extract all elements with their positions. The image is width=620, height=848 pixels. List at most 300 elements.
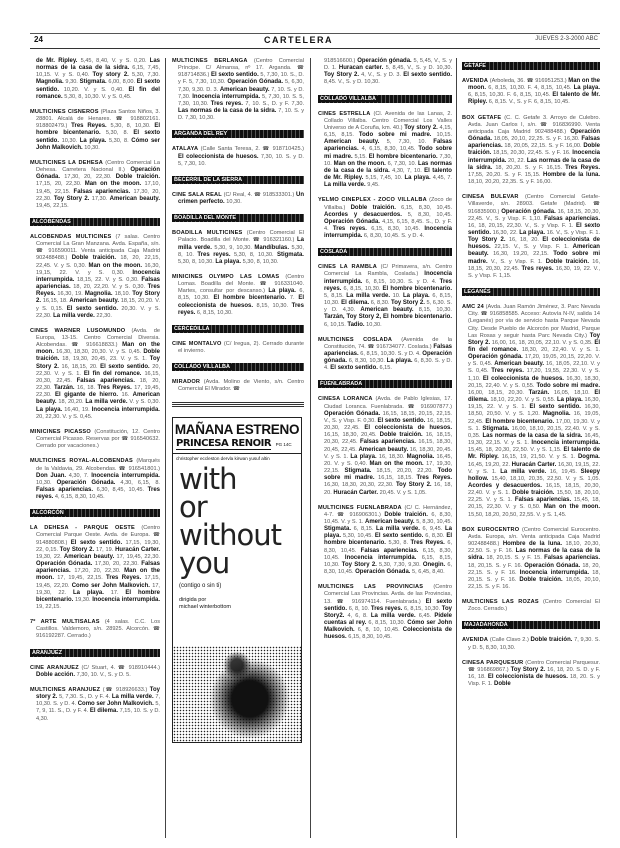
film-title: Tres reyes. <box>332 225 367 232</box>
showtimes: 18,15, 20,30, 22,45. S. y F. 16. <box>493 150 571 157</box>
showtimes: 16, 19,05, 22,45. <box>468 411 600 425</box>
showtimes: 17,30. <box>91 195 108 202</box>
film-title: Como ser John Malkovich. <box>77 701 154 708</box>
film-title: La playa. <box>404 175 431 182</box>
section-bar <box>462 62 600 70</box>
film-title: Tres Reyes. <box>97 385 132 392</box>
film-title: Huracan carter. <box>338 65 384 72</box>
showtimes: 18, 20, 22,15. S. y F. 16. <box>468 562 600 576</box>
film-title: Tres Reyes. <box>410 540 445 547</box>
showtimes: 15,45, 18, 20,15, 22,30. V. y S. 0,50. <box>468 497 600 511</box>
film-title: Inocencia interrumpida. <box>91 406 160 413</box>
film-title: de Mr. Ripley. <box>36 58 78 64</box>
film-title: Inocencia interrumpida. <box>468 150 600 164</box>
showtimes: 6, 7,30, 10. <box>387 160 417 167</box>
cinema-address: (C/ Real, 4. ☎ 918533301.) <box>223 191 295 198</box>
film-title: Stigmata. <box>324 526 352 533</box>
film-title: American beauty. <box>494 361 545 368</box>
film-title: Toy Story2. <box>324 605 452 619</box>
film-title: Inocencia interrumpida. <box>192 93 261 100</box>
cinema-name: AMC 24 <box>462 304 484 311</box>
cinema-name: MULTICINES FUENLABRADA <box>318 504 402 511</box>
film-title: Toy Story 2. <box>391 300 425 307</box>
ad-director-label: dirigida por <box>179 596 207 603</box>
film-title: Doble traición. <box>519 576 563 583</box>
showtimes: 17, 19,45, 22,15. <box>57 575 103 582</box>
showtimes: 7, 10. S. y D. 7,30. <box>178 86 304 100</box>
film-title: Don Juan. <box>36 472 67 479</box>
film-title: El coleccionista de huesos. <box>364 425 452 432</box>
column-rule <box>310 58 311 838</box>
cinema-listing <box>462 78 600 107</box>
film-title: Dogma. <box>577 454 600 461</box>
showtimes: 18,10, 20,20, 22,35. S. y F. 16,00. <box>468 179 552 186</box>
film-title: Falsas apariencias. <box>544 215 600 222</box>
cinema-address: (Avenida de la Constitución, 74. ☎ 916734077. Coslada.) <box>324 336 452 350</box>
cinema-address: (Avda. Juan Ramón Jiménez, 3. Parc Nevada City. ☎ 916858585. Acceso: Autovía N-IV, salida 14 (Leganés) por vía de servicio hasta Parque Nevada City. Desde Pueblo de Alcorcón por Madrid, Parque Las Rosas y seguir hasta Parc Nevada City.) <box>468 304 601 339</box>
cinema-name: CINE SALA REAL <box>172 191 222 198</box>
film-title: La milla verde. <box>324 182 366 189</box>
film-title: American beauty. <box>358 446 409 453</box>
cinema-address: 918516600.) <box>324 58 356 64</box>
section-bar <box>30 649 160 657</box>
showtimes: 5,30, 10,45. <box>342 533 373 540</box>
cinema-address: (4 salas. C.C. Los Castillos. Valdemoro, s/n. 28925. Alcorcón. ☎ 916192287. Cerrado.) <box>36 619 160 640</box>
showtimes: 20, 22,30. V. y S. 1. <box>36 363 161 377</box>
section-bar-label: BECERRIL DE LA SIERRA <box>174 176 243 183</box>
showtimes: 18,05, 20,10, 22,15. S. y F. 16. <box>468 576 600 590</box>
cinema-listing <box>318 584 452 641</box>
showtimes: 16,45, 20. V. y S. 0,40. <box>324 453 453 467</box>
cinema-name: CINE MONTALVO <box>172 340 222 347</box>
showtimes: 16,30, 18,30, 20,30, 22,30. <box>324 482 394 489</box>
cinema-name: CINESA LORANCA <box>318 396 373 403</box>
ad-title-line: or <box>179 489 207 524</box>
film-title: Stigmata. <box>276 251 304 258</box>
cinema-listing <box>318 396 452 496</box>
showtimes: 6, 8,15, 10,30. <box>343 285 381 292</box>
showtimes: 18, 20,15. S. y F. 16. <box>468 562 523 569</box>
cinema-name: CINES LA RAMBLA <box>318 264 377 271</box>
movie-advertisement <box>172 417 302 743</box>
film-title: Hombre de la luna. <box>502 541 563 548</box>
film-title: Falsas apariencias. <box>324 343 452 357</box>
showtimes: 7, 10. S., D. y F. 7,30. <box>245 100 304 107</box>
section-bar-label: COSLADA <box>320 249 348 256</box>
film-title: El hombre bicentenario. <box>368 153 438 160</box>
showtimes: 16. V., S. y Visp. F. 1. <box>546 229 600 236</box>
cinema-listing <box>30 328 160 421</box>
film-title: La playa. <box>36 406 63 413</box>
showtimes: 19,30. <box>75 596 91 603</box>
cinema-address: (C/ Iregua, 2). Cerrado durante el invierno. <box>178 340 305 355</box>
showtimes: 6, 8,15, 10,30. S. y D. 4. <box>365 278 437 285</box>
film-title: Falsas apariencias. <box>514 497 572 504</box>
showtimes: 4,45, 7. <box>432 175 452 182</box>
film-title: Magnolia. <box>406 453 435 460</box>
showtimes: 18, 20,05, 22,15. S. y F. 16,00. <box>504 143 582 150</box>
cinema-listing <box>172 341 304 355</box>
film-title: El sexto sentido. <box>374 533 424 540</box>
showtimes: 15,50, 18, 20,10, 22,25. V. y S. 1. <box>468 490 600 504</box>
film-title: El dilema. <box>89 708 118 715</box>
showtimes: 18, 19,30, 20,45, 23. V. y S. 1. <box>62 356 147 363</box>
section-bar <box>30 509 160 517</box>
showtimes: 9,30. <box>65 79 78 86</box>
showtimes: 16,30, 18,30, 20,30. V. y S. 0,45. <box>56 349 142 356</box>
film-title: La playa. <box>268 288 296 295</box>
showtimes: 5, 5,45, V., S. y D. 1. <box>324 58 453 72</box>
cinema-address: (Centro Comercial Eurocentro. Avda. Europa, s/n. Venta anticipada Caja Madrid 902488488.) <box>468 526 600 548</box>
film-title: Stigmata. <box>344 468 372 475</box>
showtimes: 18, 20,15. S. y F. 16. <box>468 569 600 583</box>
cinema-listing <box>462 599 600 613</box>
showtimes: 5, 6,45, 8,40. <box>412 569 445 576</box>
showtimes: 16,15, 18,30, 20,45. <box>324 432 377 439</box>
film-title: Huracán Carter. <box>115 546 161 553</box>
film-title: El dilema. <box>341 300 370 307</box>
film-title: Todo sobre mi madre. <box>536 382 601 389</box>
film-title: El talento de Mr. Ripley. <box>468 447 601 461</box>
film-title: Toy Story 2. <box>468 332 600 346</box>
film-title: Stigmata. <box>482 425 510 432</box>
showtimes: 18,10, 20,30, 22,50. S. y F. 16. <box>468 541 600 555</box>
showtimes: 16, 18,15, 20. <box>61 363 98 370</box>
cinema-address: (Cl. Avenida de las Lanas, 2. Collado Villalba. Centro Comercial Los Valles Universo de A Coruña, km. 40.) <box>324 110 452 131</box>
film-title: Man on the moon. <box>88 262 143 269</box>
ad-cinema: PRINCESA RENOIR <box>176 437 272 449</box>
showtimes: 7, 10,30. S. y D. 4. <box>36 694 160 708</box>
film-title: American beauty. <box>360 307 414 314</box>
section-bar <box>318 380 452 388</box>
film-title: Operación gónada. <box>501 208 556 215</box>
cinema-listing <box>30 109 160 152</box>
showtimes: 6,00, 8,00. <box>108 79 136 86</box>
film-title: La playa. <box>556 397 583 404</box>
showtimes: 16,30, 19. <box>57 291 83 298</box>
showtimes: 18,05, 20,10, 22,25. S. y F. 16,30. <box>493 136 580 143</box>
showtimes: 5, 8,30, 10,45. <box>416 518 453 525</box>
section-bar <box>30 218 160 226</box>
film-title: Stigmata. <box>79 79 107 86</box>
showtimes: 18, 20, 22,15, 22,45. V. y S. 0,30. <box>36 255 161 269</box>
showtimes: 5, 8,15. <box>324 292 344 299</box>
ad-director-name: michael winterbottom <box>179 603 231 610</box>
film-title: Doble traición. <box>350 204 396 211</box>
showtimes: 5, 8,30, 10,45. <box>407 211 452 218</box>
showtimes: 19,45, 22,15. <box>36 202 69 209</box>
section-title: CARTELERA <box>264 35 333 45</box>
showtimes: 16,30, 19,15, 22. V. y S. 1. <box>468 461 600 475</box>
cinema-listing <box>318 505 452 577</box>
showtimes: 20, 22,30. V. y S. 0,45. <box>36 413 93 420</box>
ad-film-title <box>173 461 301 580</box>
cinema-address: (Centro Comercial Parquesur. ☎ 916869867.) <box>468 659 600 673</box>
film-title: Doble traición. <box>36 349 160 363</box>
film-title: Operación gónada. <box>324 351 452 365</box>
showtimes: 18, 20,20. S. y F. 16,15. <box>495 164 563 171</box>
showtimes: 20,30. V. y S. 22,30. <box>36 305 160 319</box>
showtimes: 16, 18,05, 22,10. V. y S. 0,45. <box>468 361 600 375</box>
film-title: El sexto sentido. <box>377 417 426 424</box>
film-title: La playa. <box>79 137 107 144</box>
showtimes: 6, 8,30, 10,30. <box>348 358 385 365</box>
film-title: La milla verde. <box>500 468 547 475</box>
film-title: Man on the moon. <box>84 181 142 188</box>
showtimes: 6, 8,15, 10,30. F. 4, 8,15, 10,45. <box>488 85 572 92</box>
film-title: El hombre bicentenario. <box>324 533 452 547</box>
showtimes: 8,15, 10,30. <box>256 302 289 309</box>
showtimes: 6, 8,15, 10,30. S. y D. 4. <box>360 351 421 357</box>
page-header <box>30 33 600 49</box>
film-title: Inocencia interrumpida. <box>324 225 453 240</box>
film-title: Como ser John Malkovich. <box>71 582 150 589</box>
cinema-listing <box>462 527 600 591</box>
ad-title-line: with <box>179 461 237 496</box>
film-title: Las normas de la casa de la sidra. <box>482 432 583 439</box>
section-bar-label: COLLADO VILLALBA <box>320 95 376 102</box>
film-title: Tres Reyes. <box>416 475 452 482</box>
showtimes: 6,15, 8,30, 10,45. <box>371 225 421 232</box>
showtimes: 10. <box>392 292 401 299</box>
film-title: Operación Gónada. <box>355 569 411 576</box>
showtimes: 16,40, 19. <box>64 406 90 413</box>
showtimes: 17,55, 20,20. S. y F. 15,15. <box>468 171 541 178</box>
cinema-address: (Centro Comercial El Palacio. Boadilla del Monte. ☎ 916321160.) <box>178 230 304 244</box>
showtimes: 6, 8,30. <box>425 533 445 540</box>
film-title: La playa. <box>215 258 242 265</box>
cinema-listing <box>30 687 160 723</box>
showtimes: 17,30, 20, 22,30. <box>94 561 139 568</box>
showtimes: 7,30, 10. S. y D. 5, 7,30, 10. <box>178 153 304 167</box>
film-title: Cómo ser John Malkovich. <box>324 620 452 634</box>
film-title: Huracán Carter. <box>333 489 379 496</box>
film-title: Toy Story 2. <box>395 482 432 489</box>
film-title: El coleccionista de huesos. <box>487 674 568 681</box>
film-title: Todo sobre mi madre. <box>324 146 452 160</box>
showtimes: V. y S. 0,30. <box>129 399 161 406</box>
cinema-address: (Centro Comercial El Zoco. Cerrado.) <box>468 599 600 613</box>
issue-date: JUEVES 2-3-2000 ABC <box>535 36 598 42</box>
cinema-listing <box>30 429 160 450</box>
film-title: Coleccionista de huesos. <box>324 627 453 641</box>
cinema-listing <box>318 264 452 328</box>
cinema-listing <box>172 192 304 206</box>
film-title: Inocencia interrumpida. <box>344 554 417 561</box>
showtimes: 6, 8, 10. <box>348 605 370 612</box>
showtimes: 16, 18,15, 20,30, 22,45. V., S. y Visp. F. 1,10. <box>468 208 600 222</box>
cinema-listing <box>318 337 452 373</box>
film-title: Operación Gónada. <box>524 562 581 569</box>
showtimes: 5,30, 8, 10,30. <box>110 123 151 130</box>
film-title: El sexto sentido. <box>529 404 581 411</box>
ad-title-line: you <box>179 545 230 580</box>
film-title: American beauty. <box>468 244 600 258</box>
cinema-name: 7º ARTE MULTISALAS <box>30 619 100 626</box>
film-title: La playa. <box>72 589 104 596</box>
film-title: American beauty. <box>219 86 270 93</box>
showtimes: 10,30. <box>226 199 242 206</box>
showtimes: 5, 6,30, 7,30, 9,30. D. 3. <box>178 79 304 93</box>
film-title: Falsas apariencias. <box>76 377 135 384</box>
film-title: Inocencia interrumpida. <box>36 269 160 283</box>
film-title: Toy Story 2. <box>36 291 160 305</box>
showtimes: 5, 7,30, 10. <box>386 139 427 146</box>
film-title: Las normas de la casa de la sidra. <box>324 160 453 174</box>
showtimes: 16,15, 18,15, 20,30, 22,40. V. y S. 1. <box>468 482 601 497</box>
showtimes: 22,15. V., S. y Visp. F. 1. <box>494 244 569 251</box>
ad-title-line: without <box>179 517 282 552</box>
cinema-listing <box>30 160 160 210</box>
showtimes: 16, 18, 20,15, 22,30. V., S. y Visp. F. 1. <box>468 222 574 229</box>
showtimes: 18,10, 22,20. V. y S. 0,55. <box>490 397 556 404</box>
film-title: Falsas apariencias. <box>544 555 600 562</box>
showtimes: 6, 10,15. <box>324 321 346 328</box>
showtimes: 16,30, 19,20, 22,15. <box>493 251 549 258</box>
film-title: Tarzán, Toy Story 2, El hombre bicentenario. <box>324 314 452 321</box>
showtimes: 16,15, 18. <box>42 298 68 305</box>
showtimes: 17,30, 20, 22,30. <box>36 188 160 202</box>
cinema-listing <box>172 146 304 167</box>
film-title: Hombre de la luna. <box>543 171 600 178</box>
film-title: Sleepy hollow. <box>468 468 600 482</box>
showtimes: 16,30, 19,15, 22. V. y S. 0,30. <box>36 262 160 276</box>
film-title: Toy Story 2. <box>53 195 90 202</box>
showtimes: 15,50, 18,20, 20,50, 22,55. V. y S. 1,45. <box>468 511 567 518</box>
showtimes: 6,15, 8,15, 10,30. <box>324 554 452 568</box>
showtimes: 6,30, 8,45, 10,45. <box>96 486 145 493</box>
cinema-name: BOX GETAFE <box>462 114 502 121</box>
showtimes: 17,00, 19,30. V. y S. 1. <box>468 418 600 432</box>
showtimes: 5,30, 8, 10,30. V. y S. 0,45. <box>64 93 132 100</box>
film-title: Inocencia interrumpida. <box>519 569 590 576</box>
showtimes: 6,45. <box>418 612 432 619</box>
showtimes: 5,30, 8. <box>105 130 129 137</box>
showtimes: 5, 8,45, V., S. y D. 10,30. <box>385 65 452 72</box>
cinema-name: LA DEHESA - PARQUE OESTE <box>30 525 135 532</box>
film-title: Toy Story 2. <box>341 561 377 568</box>
cinema-listing <box>462 194 600 280</box>
cinema-name: ALCOBENDAS MULTICINES <box>30 233 112 240</box>
cinema-name: AVENIDA <box>462 637 489 644</box>
film-title: Tres reyes. <box>36 486 160 501</box>
ad-cast: christopher eccleston dervla kirwan yusuf altin <box>176 455 270 461</box>
film-title: Tres Reyes. <box>106 575 142 582</box>
film-title: El hombre bicentenario. <box>382 285 452 292</box>
cinema-name: BOX EUROCENTRO <box>462 526 520 533</box>
cinema-name: BOADILLA MULTICINES <box>172 230 243 237</box>
showtimes: 6, 8,30. <box>370 300 390 307</box>
film-title: Tarzán. <box>528 389 550 396</box>
film-title: Man on the moon. <box>468 78 600 92</box>
showtimes: 10,30. <box>84 144 100 151</box>
film-title: Las normas de la casa de la sidra. <box>468 157 601 171</box>
section-bar-label: FUENLABRADA <box>320 381 363 388</box>
film-title: Man on the moon. <box>36 568 160 582</box>
film-title: El sexto sentido. <box>70 539 123 546</box>
film-title: Todo sobre mi madre. <box>468 251 600 265</box>
film-title: La playa. <box>573 85 600 92</box>
film-title: Tres reyes. <box>178 302 304 316</box>
showtimes: 16, 19,45. <box>549 468 577 475</box>
film-title: Falsas apariencias. <box>324 139 452 153</box>
cinema-listing <box>30 234 160 320</box>
showtimes: 17,30, 20, 22,30. <box>64 174 112 181</box>
showtimes: 16,30, 19, 22. V., S. y Visp. F. 1,15. <box>468 265 601 279</box>
film-title: El hombre bicentenario. <box>36 589 160 603</box>
showtimes: V., S. y Visp. F. 1. <box>490 258 543 265</box>
showtimes: 7, 9,30. S. y D. 5, 8,30, 10,30. <box>468 637 600 651</box>
cinema-listing <box>172 58 304 122</box>
film-title: Magnolia. <box>542 411 571 418</box>
film-title: Falsas apariencias. <box>73 188 131 195</box>
film-title: Acordes y desacuerdos. <box>468 482 542 489</box>
showtimes: 4, 6,15, 8,30, 10,45. <box>361 146 416 153</box>
showtimes: 16,15, 20,30, 22,45. <box>36 370 160 384</box>
showtimes: 10,30. <box>61 137 78 144</box>
film-title: Doble traición. <box>71 255 117 262</box>
film-title: La playa. <box>350 453 377 460</box>
film-title: Doble traición. <box>115 174 160 181</box>
cinema-address: (Calle Santa Teresa, 2. ☎ 918710425.) <box>200 146 304 153</box>
film-title: Tres reyes. <box>521 265 554 272</box>
film-title: El sexto sentido. <box>66 305 119 312</box>
cinema-address: (C. C. Getafe 3. Arroyo de Culebro. Avda. Juan Carlos I, s/n. ☎ 916836990. Venta anticipada Caja Madrid 902488488.) <box>468 114 600 135</box>
film-title: El fin del romance. <box>468 339 600 353</box>
cinema-name: MULTICINES LA DEHESA <box>30 159 103 166</box>
film-title: Operación Gónada. <box>227 79 284 86</box>
cinema-listing <box>318 111 452 190</box>
film-title: El fin del romance. <box>83 370 142 377</box>
showtimes: 10,20. V. y S. 0,40. <box>63 86 124 93</box>
showtimes: 16, 18,30, 20,45. V. y S. 1. <box>324 446 452 460</box>
showtimes: 16,30, 18,50, 20,50. V. y S. 1,20. <box>468 404 600 418</box>
film-title: American beauty. <box>109 195 160 202</box>
section-bar <box>318 248 452 256</box>
cinema-listing <box>172 230 304 266</box>
section-bar <box>172 325 304 333</box>
showtimes: 10,15. <box>436 132 453 139</box>
showtimes: 5,45, 8,40, V. y S. 0,20. <box>80 58 147 64</box>
film-title: Un crimen perfecto. <box>178 191 304 206</box>
cinema-address: (Avda. Molino de Viento, s/n. Centro Comercial El Mirador. ☎ <box>178 379 304 393</box>
section-bar-label: MAJADAHONDA <box>464 622 508 629</box>
film-title: La milla verde. <box>53 312 95 319</box>
film-title: Man on the moon. <box>543 504 600 511</box>
showtimes: 18, 20, 22,30. <box>36 377 160 392</box>
showtimes: 6,15. <box>379 365 392 372</box>
showtimes: 18,10. <box>114 291 131 298</box>
showtimes: 4, 6, 8. <box>347 612 368 619</box>
showtimes: 16,00, 18,15, 20,30. <box>468 389 524 396</box>
film-title: Acordes y desacuerdos. <box>324 211 402 218</box>
showtimes: 7,15, 10. S. y D. 4,30. <box>36 708 160 722</box>
showtimes: 10,30. <box>36 479 52 486</box>
film-title: La milla verde. <box>370 612 416 619</box>
cinema-address: (Centro Comercial La Dehesa. Carretera Nacional II.) <box>36 159 160 174</box>
section-bar <box>172 363 304 371</box>
showtimes: 17,15, 19,45, 22,20. <box>36 575 160 589</box>
showtimes: 16, 18,15, 20,30, 22,45. <box>468 258 601 272</box>
film-title: American beauty. <box>36 392 160 406</box>
showtimes: 6, 8,15. V., S. y F. 6, 8,15, 10,45. <box>488 99 570 106</box>
showtimes: 6,15, 8,30, 10,45. <box>348 634 392 641</box>
film-title: Doble traición. <box>384 511 428 518</box>
film-title: Las normas de la casa de la sidra. <box>36 58 160 72</box>
film-title: Magnolia. <box>36 79 64 86</box>
film-title: American beauty. <box>324 139 380 146</box>
cinema-name: ATALAYA <box>172 146 199 153</box>
